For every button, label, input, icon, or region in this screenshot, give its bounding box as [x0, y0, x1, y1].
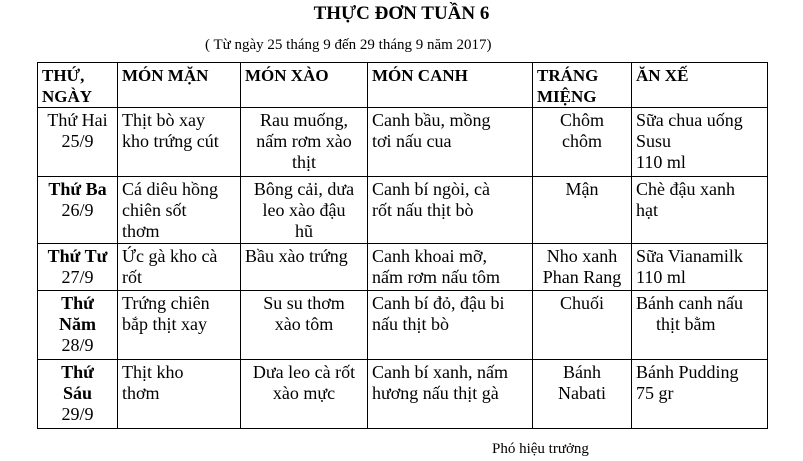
soup-cell: Canh khoai mỡ, nấm rơm nấu tôm: [368, 244, 533, 291]
table-row: [38, 360, 768, 429]
header-stir-fry: MÓN XÀO: [241, 63, 368, 108]
soup-cell: Canh bí xanh, nấm hương nấu thịt gà: [368, 360, 533, 429]
page-title: THỰC ĐƠN TUẦN 6: [313, 3, 490, 24]
dessert-cell: Chuối: [533, 291, 632, 360]
snack-cell: Bánh Pudding 75 gr: [632, 360, 768, 429]
day-cell: Thứ Tư 27/9: [38, 244, 118, 291]
snack-cell: Bánh canh nấu thịt bằm: [632, 291, 768, 360]
table-row: [38, 244, 768, 291]
day-cell: Thứ Sáu 29/9: [38, 360, 118, 429]
soup-cell: Canh bí ngòi, cà rốt nấu thịt bò: [368, 177, 533, 244]
header-row: [38, 63, 768, 108]
dessert-cell: Bánh Nabati: [533, 360, 632, 429]
header-day: THỨ, NGÀY: [38, 63, 118, 108]
stir-fry-cell: Su su thơm xào tôm: [241, 291, 368, 360]
stir-fry-cell: Bông cải, dưa leo xào đậu hũ: [241, 177, 368, 244]
snack-cell: Chè đậu xanh hạt: [632, 177, 768, 244]
soup-cell: Canh bầu, mồng tơi nấu cua: [368, 108, 533, 177]
day-cell: Thứ Năm 28/9: [38, 291, 118, 360]
dessert-cell: Chôm chôm: [533, 108, 632, 177]
main-dish-cell: Thịt bò xay kho trứng cút: [118, 108, 241, 177]
snack-cell: Sữa Vianamilk 110 ml: [632, 244, 768, 291]
header-main-dish: MÓN MẶN: [118, 63, 241, 108]
snack-cell: Sữa chua uống Susu 110 ml: [632, 108, 768, 177]
date-range-subtitle: ( Từ ngày 25 tháng 9 đến 29 tháng 9 năm 2017): [205, 37, 492, 53]
table-row: [38, 291, 768, 360]
header-soup: MÓN CANH: [368, 63, 533, 108]
stir-fry-cell: Rau muống, nấm rơm xào thịt: [241, 108, 368, 177]
day-cell: Thứ Hai 25/9: [38, 108, 118, 177]
weekly-menu-table: [37, 62, 768, 429]
dessert-cell: Nho xanh Phan Rang: [533, 244, 632, 291]
soup-cell: Canh bí đỏ, đậu bi nấu thịt bò: [368, 291, 533, 360]
main-dish-cell: Cá diêu hồng chiên sốt thơm: [118, 177, 241, 244]
table-row: [38, 177, 768, 244]
table-row: [38, 108, 768, 177]
stir-fry-cell: Bầu xào trứng: [241, 244, 368, 291]
main-dish-cell: Thịt kho thơm: [118, 360, 241, 429]
main-dish-cell: Trứng chiên bắp thịt xay: [118, 291, 241, 360]
dessert-cell: Mận: [533, 177, 632, 244]
stir-fry-cell: Dưa leo cà rốt xào mực: [241, 360, 368, 429]
day-cell: Thứ Ba 26/9: [38, 177, 118, 244]
header-dessert: TRÁNG MIỆNG: [533, 63, 632, 108]
main-dish-cell: Ức gà kho cà rốt: [118, 244, 241, 291]
header-snack: ĂN XẾ: [632, 63, 768, 108]
signer-title: Phó hiệu trưởng: [492, 441, 589, 457]
